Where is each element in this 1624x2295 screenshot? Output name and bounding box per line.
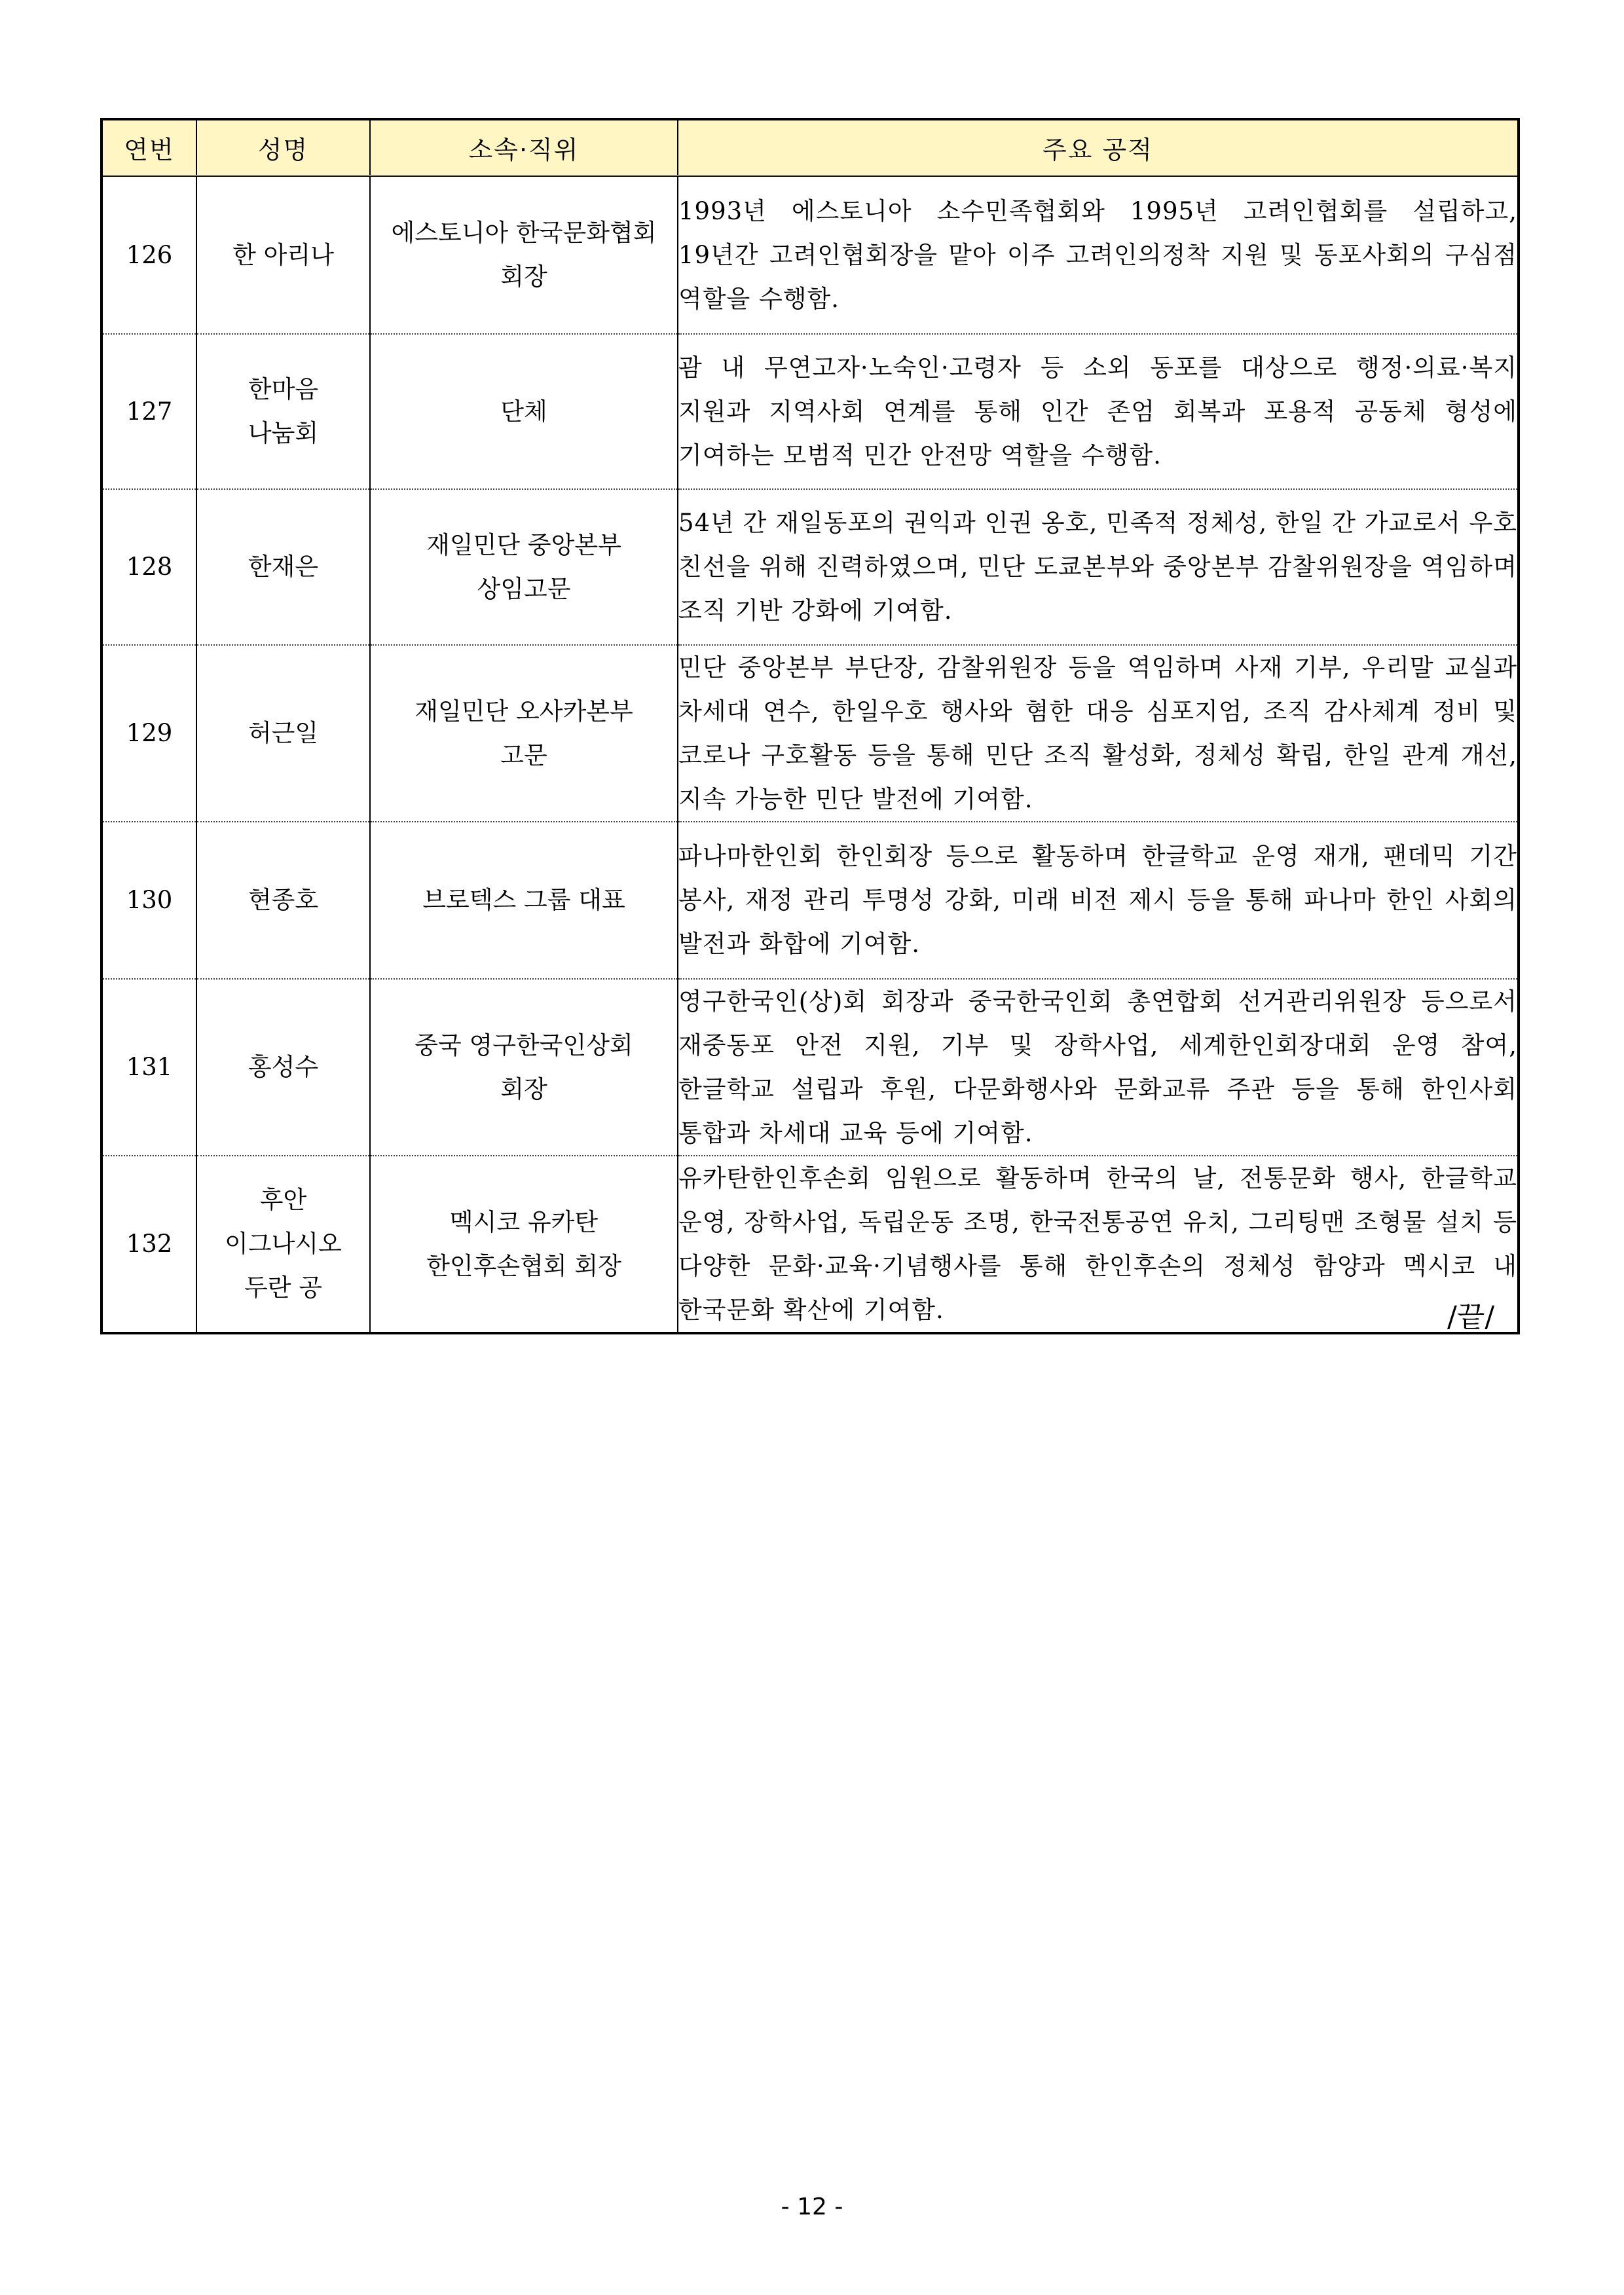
cell-no: 129	[101, 645, 196, 822]
cell-name	[196, 1156, 370, 1333]
cell-affiliation	[370, 1156, 678, 1333]
page-number: - 12 -	[781, 2194, 843, 2220]
cell-no: 132	[101, 1156, 196, 1333]
cell-achievement: 54년 간 재일동포의 권익과 인권 옹호, 민족적 정체성, 한일 간 가교로서 우호 친선을 위해 진력하였으며, 민단 도쿄본부와 중앙본부 감찰위원장을 역임하며 조직 기반 강화에 기여함.	[678, 489, 1519, 645]
name-line: 홍성수	[248, 1053, 319, 1081]
table-row	[101, 979, 1519, 1156]
cell-name	[196, 979, 370, 1156]
cell-achievement: 영구한국인(상)회 회장과 중국한국인회 총연합회 선거관리위원장 등으로서 재중동포 안전 지원, 기부 및 장학사업, 세계한인회장대회 운영 참여, 한글학교 설립과 후원, 다문화행사와 문화교류 주관 등을 통해 한인사회 통합과 차세대 교육 등에 기여함.	[678, 979, 1519, 1156]
table-row	[101, 334, 1519, 489]
table-row	[101, 1156, 1519, 1333]
affiliation-line: 한인후손협회 회장	[426, 1251, 621, 1280]
table-row	[101, 822, 1519, 979]
table-row	[101, 489, 1519, 645]
name-line: 허근일	[248, 719, 319, 747]
table-header	[101, 119, 1519, 176]
table-row	[101, 645, 1519, 822]
cell-achievement: 민단 중앙본부 부단장, 감찰위원장 등을 역임하며 사재 기부, 우리말 교실과 차세대 연수, 한일우호 행사와 혐한 대응 심포지엄, 조직 감사체계 정비 및 코로나 구호활동 등을 통해 민단 조직 활성화, 정체성 확립, 한일 관계 개선, 지속 가능한 민단 발전에 기여함.	[678, 645, 1519, 822]
name-line: 한 아리나	[232, 240, 334, 269]
name-line: 나눔회	[248, 419, 319, 447]
affiliation-line: 재일민단 중앙본부	[426, 530, 621, 559]
cell-name	[196, 334, 370, 489]
name-line: 이그나시오	[225, 1230, 342, 1258]
cell-name	[196, 645, 370, 822]
name-line: 현종호	[248, 886, 319, 914]
table-row	[101, 176, 1519, 334]
name-line: 한재은	[248, 553, 319, 581]
cell-affiliation	[370, 176, 678, 334]
header-row	[101, 119, 1519, 176]
cell-achievement: 유카탄한인후손회 임원으로 활동하며 한국의 날, 전통문화 행사, 한글학교 운영, 장학사업, 독립운동 조명, 한국전통공연 유치, 그리팅맨 조형물 설치 등 다양한 문화·교육·기념행사를 통해 한인후손의 정체성 함양과 멕시코 내 한국문화 확산에 기여함.	[678, 1156, 1519, 1333]
cell-affiliation	[370, 822, 678, 979]
affiliation-line: 고문	[500, 741, 547, 769]
affiliation-line: 회장	[500, 1074, 547, 1103]
affiliation-line: 상임고문	[477, 574, 571, 603]
cell-name	[196, 176, 370, 334]
cell-name	[196, 489, 370, 645]
name-line: 후안	[259, 1186, 307, 1214]
affiliation-line: 중국 영구한국인상회	[415, 1031, 633, 1059]
cell-affiliation	[370, 334, 678, 489]
header-achievement: 주요 공적	[678, 119, 1519, 176]
affiliation-line: 재일민단 오사카본부	[415, 697, 633, 725]
cell-achievement: 1993년 에스토니아 소수민족협회와 1995년 고려인협회를 설립하고, 19년간 고려인협회장을 맡아 이주 고려인의정착 지원 및 동포사회의 구심점 역할을 수행함.	[678, 176, 1519, 334]
cell-no: 126	[101, 176, 196, 334]
cell-no: 130	[101, 822, 196, 979]
cell-achievement: 괌 내 무연고자·노숙인·고령자 등 소외 동포를 대상으로 행정·의료·복지 지원과 지역사회 연계를 통해 인간 존엄 회복과 포용적 공동체 형성에 기여하는 모범적 민간 안전망 역할을 수행함.	[678, 334, 1519, 489]
cell-no: 128	[101, 489, 196, 645]
affiliation-line: 에스토니아 한국문화협회	[391, 219, 657, 248]
table-body	[101, 176, 1519, 1333]
cell-no: 131	[101, 979, 196, 1156]
cell-achievement: 파나마한인회 한인회장 등으로 활동하며 한글학교 운영 재개, 팬데믹 기간 봉사, 재정 관리 투명성 강화, 미래 비전 제시 등을 통해 파나마 한인 사회의 발전과 화합에 기여함.	[678, 822, 1519, 979]
cell-affiliation	[370, 979, 678, 1156]
end-mark: /끝/	[1447, 1300, 1495, 1334]
cell-no: 127	[101, 334, 196, 489]
cell-affiliation	[370, 645, 678, 822]
header-no: 연번	[101, 119, 196, 176]
name-line: 두란 공	[244, 1274, 322, 1302]
cell-affiliation	[370, 489, 678, 645]
cell-name	[196, 822, 370, 979]
header-affiliation: 소속·직위	[370, 119, 678, 176]
affiliation-line: 회장	[500, 263, 547, 291]
awards-table	[100, 118, 1520, 1334]
header-name: 성명	[196, 119, 370, 176]
affiliation-line: 멕시코 유카탄	[449, 1207, 599, 1236]
affiliation-line: 브로텍스 그룹 대표	[422, 886, 625, 914]
name-line: 한마음	[248, 375, 319, 403]
affiliation-line: 단체	[500, 397, 547, 426]
